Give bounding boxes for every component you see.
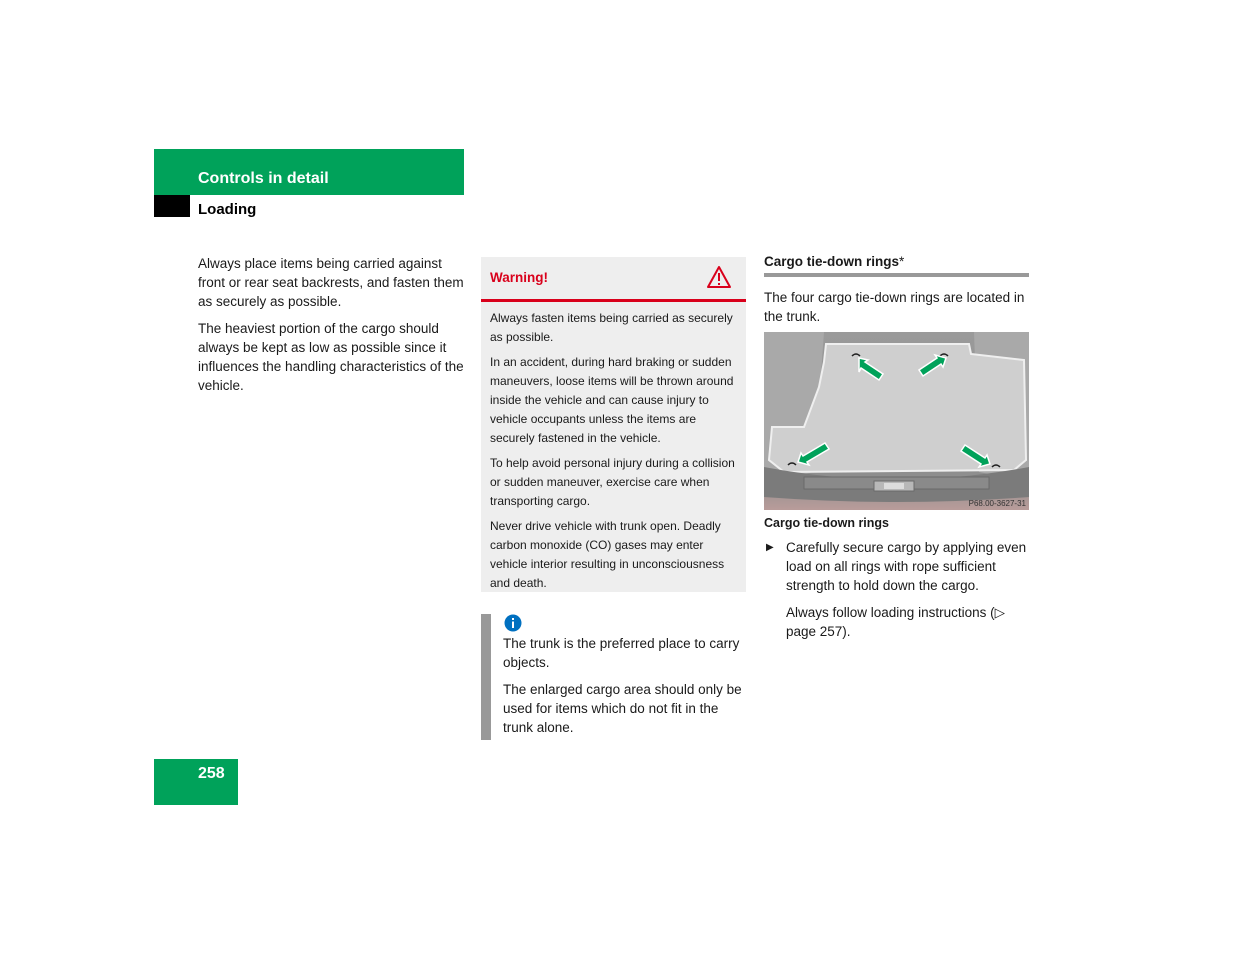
optional-asterisk: *: [899, 254, 905, 269]
info-paragraph: The trunk is the preferred place to carry objects.: [503, 636, 740, 670]
figure-caption: Cargo tie-down rings: [764, 516, 889, 530]
page-number: 258: [198, 765, 225, 782]
subsection-marker: [154, 195, 190, 217]
warning-paragraph: Never drive vehicle with trunk open. Deadly carbon monoxide (CO) gases may enter vehicle interior resulting in unconsciousness and death.: [490, 519, 725, 590]
info-paragraph: The enlarged cargo area should only be used for items which do not fit in the trunk alone.: [503, 682, 742, 735]
trunk-illustration: [764, 332, 1029, 510]
instruction-list: [764, 538, 1029, 649]
warning-label: Warning!: [490, 270, 548, 285]
page-reference: Always follow loading instructions (▷ page 257).: [786, 605, 1005, 639]
bullet-arrow-icon: ▶: [766, 542, 774, 553]
warning-header: [481, 257, 746, 302]
warning-box: [481, 257, 746, 592]
warning-body: [481, 302, 746, 593]
warning-triangle-icon: [706, 265, 732, 294]
warning-paragraph: In an accident, during hard braking or sudden maneuvers, loose items will be thrown around inside the vehicle and can cause injury to vehicle occupants unless the items are securely fastened in the vehicle.: [490, 355, 734, 445]
intro-paragraph: Always place items being carried against front or rear seat backrests, and fasten them as securely as possible.: [198, 256, 464, 309]
subsection-title: Loading: [198, 201, 257, 218]
info-bar: [481, 614, 491, 740]
page-number-box: [154, 759, 238, 805]
intro-paragraph: The heaviest portion of the cargo should always be kept as low as possible since it influences the handling characteristics of the vehicle.: [198, 321, 464, 393]
instruction-text: Carefully secure cargo by applying even load on all rings with rope sufficient strength to hold down the cargo.: [786, 540, 1027, 593]
intro-column: [198, 254, 466, 403]
warning-paragraph: Always fasten items being carried as securely as possible.: [490, 311, 733, 344]
list-item: [764, 538, 1029, 595]
tie-down-heading: [764, 254, 1029, 277]
warning-paragraph: To help avoid personal injury during a collision or sudden maneuver, exercise care when transporting cargo.: [490, 456, 735, 508]
section-title: Controls in detail: [198, 170, 329, 187]
tie-down-intro: The four cargo tie-down rings are located in the trunk.: [764, 290, 1025, 324]
tie-down-heading-text: Cargo tie-down rings: [764, 254, 899, 269]
info-body: [503, 634, 749, 745]
info-box: [481, 614, 746, 740]
image-code: P68.00-3627-31: [968, 499, 1026, 508]
